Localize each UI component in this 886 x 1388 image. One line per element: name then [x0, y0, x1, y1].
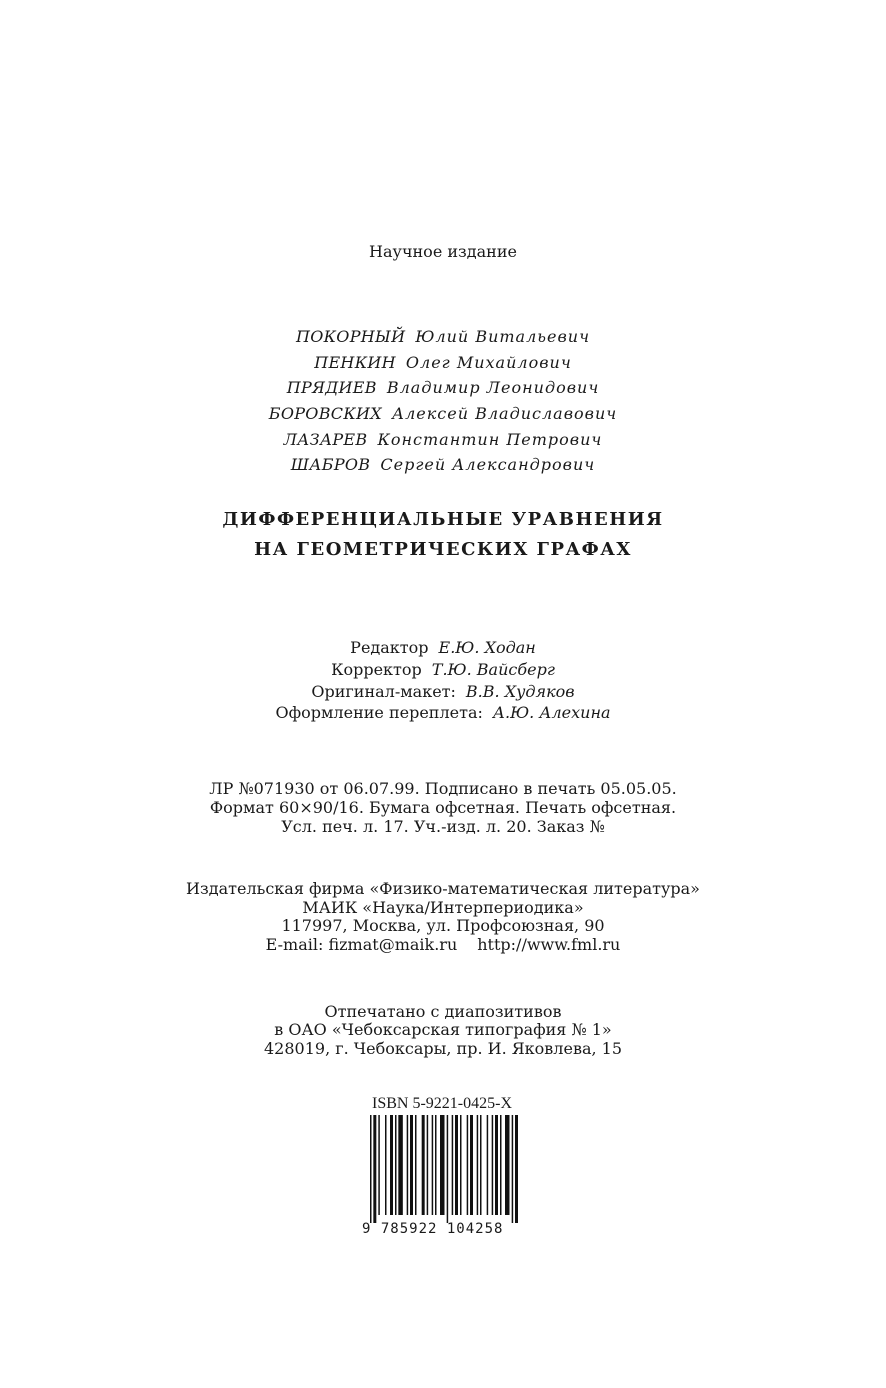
barcode-bar — [487, 1115, 489, 1215]
barcode-bar — [492, 1115, 494, 1215]
publisher-contacts — [0, 935, 886, 954]
barcode-bar — [470, 1115, 473, 1215]
author-surname: БОРОВСКИХ — [268, 404, 382, 423]
publisher-imprint: МАИК «Наука/Интерпериодика» — [302, 898, 584, 917]
barcode-bar — [373, 1115, 376, 1223]
printer-line-1: Отпечатано с диапозитивов — [324, 1002, 562, 1021]
printer-line-2: в ОАО «Чебоксарская типография № 1» — [274, 1020, 612, 1039]
barcode-bar — [452, 1115, 454, 1215]
barcode-bar — [432, 1115, 434, 1215]
barcode-bar — [390, 1115, 393, 1215]
author-line — [0, 455, 886, 474]
barcode-bar — [398, 1115, 403, 1215]
credit-line — [0, 682, 886, 701]
barcode-bar — [427, 1115, 429, 1215]
print-info-line-2: Формат 60×90/16. Бумага офсетная. Печать офсетная. — [209, 798, 677, 817]
credit-role: Корректор — [331, 660, 422, 679]
barcode-bar — [495, 1115, 498, 1215]
author-line — [0, 430, 886, 449]
author-given-name: Константин Петрович — [377, 430, 603, 449]
print-info-line-3: Усл. печ. л. 17. Уч.-изд. л. 20. Заказ № — [281, 817, 605, 836]
barcode-bar — [455, 1115, 458, 1215]
author-line — [0, 404, 886, 423]
publisher-email: E-mail: fizmat@maik.ru — [265, 935, 458, 954]
author-given-name: Владимир Леонидович — [386, 378, 600, 397]
publisher-url: http://www.fml.ru — [477, 935, 621, 954]
isbn-label: ISBN 5-9221-0425-X — [372, 1095, 512, 1112]
author-surname: ПЕНКИН — [314, 353, 396, 372]
credit-line — [0, 638, 886, 657]
barcode-bar — [467, 1115, 469, 1215]
barcode-bar — [500, 1115, 502, 1215]
author-given-name: Олег Михайлович — [405, 353, 572, 372]
barcode-bar — [480, 1115, 482, 1215]
barcode-bar — [440, 1115, 445, 1215]
credit-name: В.В. Худяков — [465, 682, 575, 701]
author-given-name: Юлий Витальевич — [415, 327, 591, 346]
barcode-bar — [415, 1115, 417, 1215]
edition-type: Научное издание — [369, 242, 517, 261]
author-surname: ЛАЗАРЕВ — [283, 430, 368, 449]
barcode-bar — [395, 1115, 397, 1215]
author-given-name: Сергей Александрович — [380, 455, 596, 474]
credit-line — [0, 660, 886, 679]
barcode-digits: 9 785922 104258 — [362, 1221, 504, 1237]
barcode-image — [370, 1115, 520, 1223]
credit-role: Оригинал-макет: — [311, 682, 456, 701]
barcode-bar — [422, 1115, 425, 1215]
barcode-bar — [370, 1115, 372, 1223]
barcode-bar — [505, 1115, 510, 1215]
isbn-block — [362, 1095, 522, 1237]
author-line — [0, 378, 886, 397]
barcode-bar — [477, 1115, 479, 1215]
author-given-name: Алексей Владиславович — [391, 404, 618, 423]
credit-role: Оформление переплета: — [275, 703, 483, 722]
book-title-line-2: НА ГЕОМЕТРИЧЕСКИХ ГРАФАХ — [254, 539, 632, 560]
author-surname: ПРЯДИЕВ — [286, 378, 377, 397]
credit-name: Е.Ю. Ходан — [438, 638, 536, 657]
barcode-bar — [410, 1115, 413, 1215]
author-line — [0, 327, 886, 346]
barcode-bar — [435, 1115, 437, 1215]
printer-line-3: 428019, г. Чебоксары, пр. И. Яковлева, 15 — [263, 1039, 623, 1058]
barcode-bar — [407, 1115, 409, 1215]
credit-name: А.Ю. Алехина — [492, 703, 611, 722]
barcode-bar — [447, 1115, 449, 1223]
credit-line — [0, 703, 886, 722]
barcode-bar — [460, 1115, 462, 1215]
author-surname: ПОКОРНЫЙ — [295, 327, 406, 346]
author-line — [0, 353, 886, 372]
publisher-address: 117997, Москва, ул. Профсоюзная, 90 — [281, 916, 605, 935]
credit-role: Редактор — [350, 638, 429, 657]
barcode-bar — [385, 1115, 387, 1215]
barcode-bar — [515, 1115, 518, 1223]
author-surname: ШАБРОВ — [290, 455, 371, 474]
book-title-line-1: ДИФФЕРЕНЦИАЛЬНЫЕ УРАВНЕНИЯ — [222, 509, 664, 530]
barcode-bar — [512, 1115, 514, 1223]
print-info-line-1: ЛР №071930 от 06.07.99. Подписано в печать 05.05.05. — [209, 779, 677, 798]
barcode-bar — [378, 1115, 380, 1215]
credit-name: Т.Ю. Вайсберг — [431, 660, 555, 679]
publisher-name: Издательская фирма «Физико-математическая литература» — [186, 879, 700, 898]
